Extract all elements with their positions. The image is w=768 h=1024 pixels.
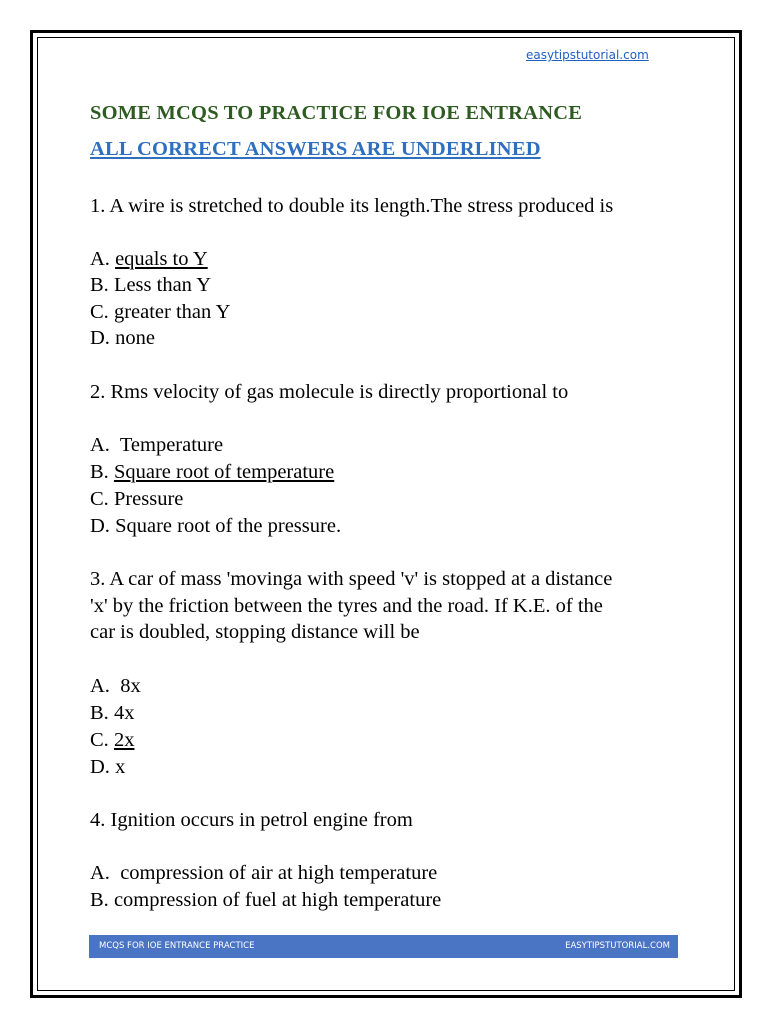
option-text: Square root of the pressure. <box>115 515 342 537</box>
question-text: car is doubled, stopping distance will be <box>90 621 420 643</box>
option-prefix: A. <box>90 862 121 884</box>
question-text: 4. Ignition occurs in petrol engine from <box>90 809 413 831</box>
option-c <box>90 299 230 325</box>
footer-bar <box>89 935 678 958</box>
option-prefix: B. <box>90 274 114 296</box>
option-d <box>90 754 125 780</box>
question-text: 'x' by the friction between the tyres and the road. If K.E. of the <box>90 595 603 617</box>
option-text: Less than Y <box>113 274 212 296</box>
option-text: greater than Y <box>113 301 231 323</box>
option-text: x <box>115 756 126 778</box>
option-text: equals to Y <box>115 248 208 270</box>
option-b <box>90 700 134 726</box>
option-prefix: A. <box>90 434 120 456</box>
question-text: 2. Rms velocity of gas molecule is directly proportional to <box>90 381 569 403</box>
option-prefix: B. <box>90 702 114 724</box>
footer-right-text: EASYTIPSTUTORIAL.COM <box>565 941 670 951</box>
option-prefix: B. <box>90 461 114 483</box>
option-a <box>90 860 437 886</box>
option-text: compression of air at high temperature <box>120 862 438 884</box>
site-link[interactable]: easytipstutorial.com <box>526 48 649 62</box>
option-d <box>90 513 341 539</box>
option-c <box>90 727 134 753</box>
option-prefix: C. <box>90 488 114 510</box>
question-text: 3. A car of mass 'movinga with speed 'v' is stopped at a distance <box>90 568 613 590</box>
page-subtitle: ALL CORRECT ANSWERS ARE UNDERLINED <box>90 138 541 160</box>
option-text: 8x <box>120 675 141 697</box>
option-a <box>90 246 208 272</box>
option-prefix: A. <box>90 248 116 270</box>
option-prefix: A. <box>90 675 121 697</box>
option-text: none <box>115 327 155 349</box>
option-text: Pressure <box>113 488 184 510</box>
option-a <box>90 673 141 699</box>
option-text: 4x <box>113 702 135 724</box>
option-prefix: D. <box>90 756 116 778</box>
option-text: Square root of temperature <box>113 461 335 483</box>
option-prefix: C. <box>90 301 114 323</box>
option-b <box>90 272 211 298</box>
footer-left-text: MCQS FOR IOE ENTRANCE PRACTICE <box>99 941 255 951</box>
option-prefix: C. <box>90 729 114 751</box>
option-c <box>90 486 183 512</box>
page-title: SOME MCQS TO PRACTICE FOR IOE ENTRANCE <box>90 102 583 124</box>
option-text: compression of fuel at high temperature <box>113 889 442 911</box>
option-text: Temperature <box>119 434 224 456</box>
option-a <box>90 432 223 458</box>
option-prefix: D. <box>90 515 116 537</box>
option-d <box>90 325 155 351</box>
option-text: 2x <box>113 729 135 751</box>
option-prefix: D. <box>90 327 116 349</box>
option-b <box>90 459 334 485</box>
question-text: 1. A wire is stretched to double its length.The stress produced is <box>90 195 614 217</box>
option-prefix: B. <box>90 889 114 911</box>
option-b <box>90 887 441 913</box>
